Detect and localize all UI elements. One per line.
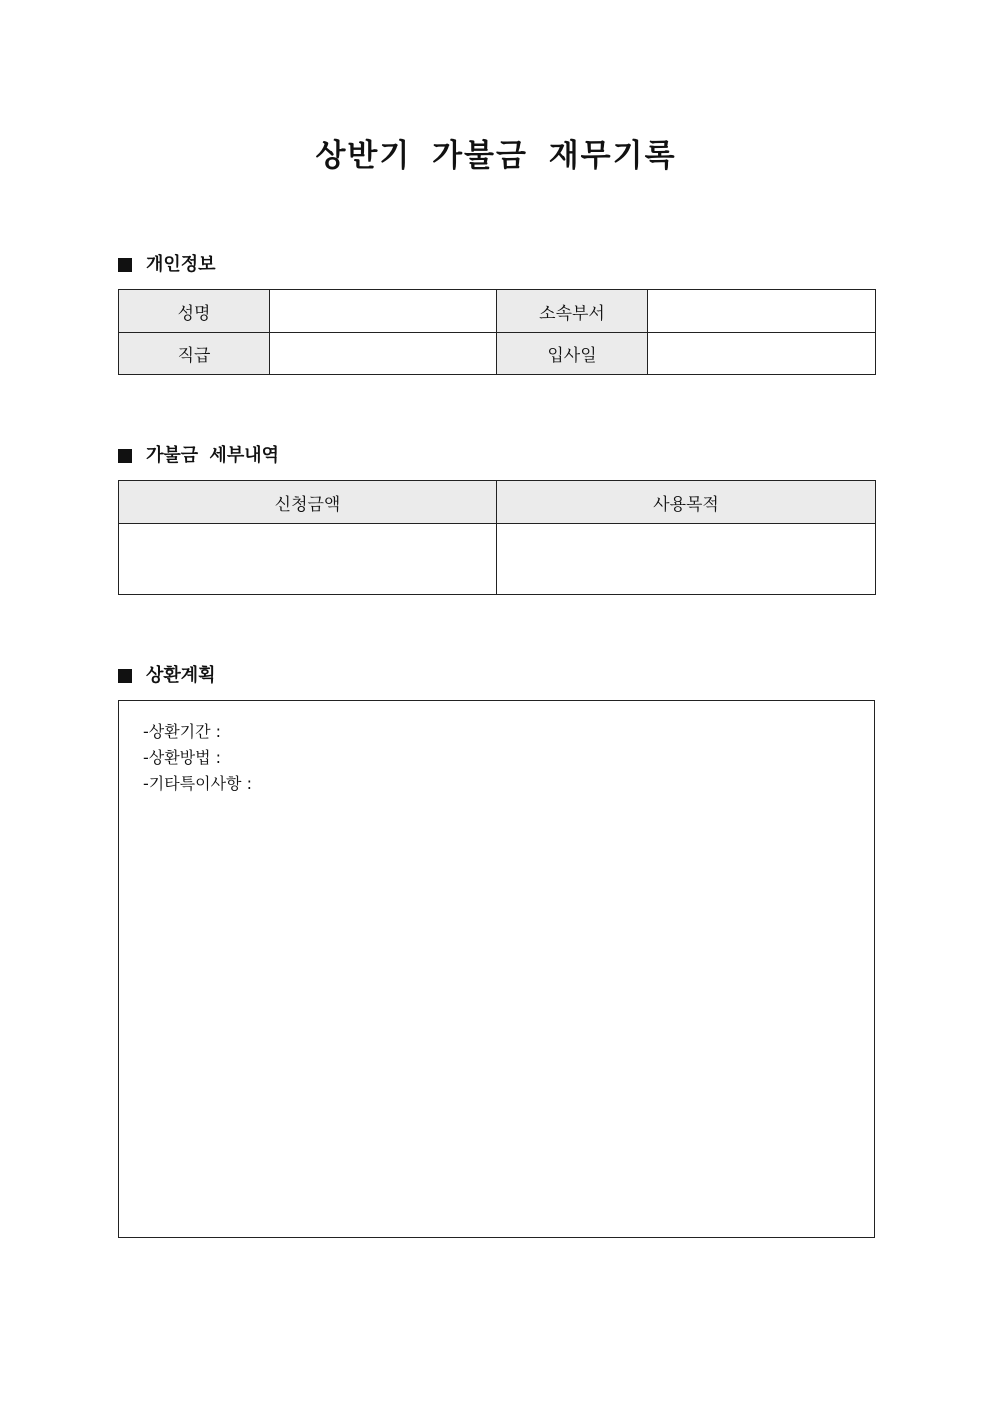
department-label: 소속부서 (497, 290, 648, 333)
square-bullet-icon (118, 258, 132, 272)
section-heading-personal-info (118, 252, 216, 278)
page-title: 상반기 가불금 재무기록 (315, 138, 677, 174)
table-row (119, 481, 876, 524)
purpose-label: 사용목적 (497, 481, 876, 524)
purpose-field[interactable] (497, 524, 876, 595)
repayment-method-line: -상환방법 : (143, 748, 222, 767)
square-bullet-icon (118, 669, 132, 683)
table-row (119, 524, 876, 595)
other-notes-line: -기타특이사항 : (143, 774, 252, 793)
repayment-plan-box[interactable] (118, 700, 875, 1238)
personal-info-table (118, 289, 876, 375)
section-heading-label: 개인정보 (146, 254, 216, 275)
hire-date-field[interactable] (648, 333, 876, 375)
position-field[interactable] (270, 333, 497, 375)
table-row (119, 290, 876, 333)
name-label: 성명 (119, 290, 270, 333)
section-heading-advance-details (118, 443, 279, 469)
section-heading-label: 상환계획 (146, 665, 216, 686)
table-row (119, 333, 876, 375)
repayment-period-line: -상환기간 : (143, 722, 222, 741)
hire-date-label: 입사일 (497, 333, 648, 375)
square-bullet-icon (118, 449, 132, 463)
position-label: 직급 (119, 333, 270, 375)
section-heading-label: 가불금 세부내역 (146, 445, 279, 466)
section-heading-repayment-plan (118, 663, 216, 689)
department-field[interactable] (648, 290, 876, 333)
requested-amount-label: 신청금액 (119, 481, 497, 524)
requested-amount-field[interactable] (119, 524, 497, 595)
advance-details-table (118, 480, 876, 595)
name-field[interactable] (270, 290, 497, 333)
